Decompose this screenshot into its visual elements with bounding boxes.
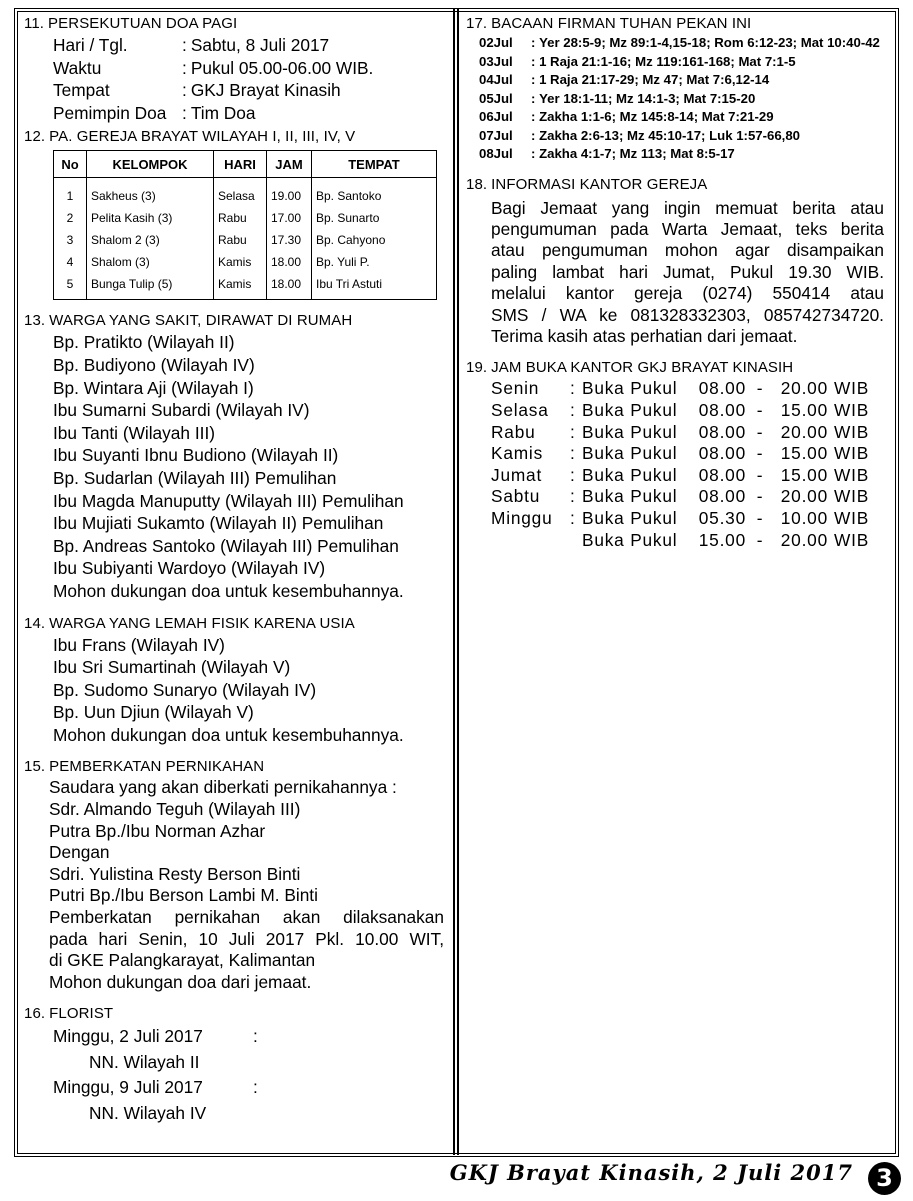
- text-line: pengumuman pada Warta Jemaat, teks berita: [491, 218, 884, 239]
- section-pa-gereja: [24, 127, 444, 300]
- list-item: Bp. Uun Djiun (Wilayah V): [53, 702, 254, 723]
- close-time: 20.00: [780, 421, 828, 442]
- hours-row: [491, 486, 884, 508]
- section-informasi-kantor: [466, 175, 884, 348]
- hours-row: [491, 378, 884, 400]
- hours-row: [491, 400, 884, 422]
- dash-separator: -: [756, 443, 764, 464]
- column-header: JAM: [267, 151, 312, 178]
- text-line: paling lambat hari Jumat, Pukul 19.30 WIB.: [491, 261, 884, 282]
- colon-separator: :: [531, 35, 540, 50]
- section-number: 13.: [24, 312, 46, 330]
- section-persekutuan-doa-pagi: [24, 14, 444, 124]
- list-item: Ibu Sumarni Subardi (Wilayah IV): [53, 400, 310, 421]
- open-time: 08.00: [698, 486, 746, 507]
- detail-label: Hari / Tgl.: [53, 35, 128, 55]
- column-divider: [453, 8, 459, 1155]
- section-title-text: JAM BUKA KANTOR GKJ BRAYAT KINASIH: [491, 359, 794, 377]
- section-title-text: BACAAN FIRMAN TUHAN PEKAN INI: [491, 15, 752, 32]
- day-label: [491, 530, 570, 552]
- reading-row: [479, 90, 884, 109]
- table-row: [54, 178, 437, 208]
- hours-row: [491, 465, 884, 487]
- reading-date: 03Jul: [479, 53, 513, 69]
- timezone-label: WIB: [834, 399, 870, 420]
- detail-value: GKJ Brayat Kinasih: [190, 80, 341, 101]
- timezone-label: WIB: [834, 378, 870, 399]
- reading-date: 08Jul: [479, 146, 513, 161]
- florist-date: Minggu, 9 Juli 2017: [53, 1077, 203, 1098]
- open-time: 05.30: [698, 507, 746, 528]
- list-item: Mohon dukungan doa untuk kesembuhannya.: [53, 724, 404, 745]
- cell-hari: Kamis: [214, 273, 267, 300]
- open-time: 08.00: [698, 378, 746, 399]
- cell-jam: 18.00: [267, 251, 312, 273]
- list-item: Ibu Mujiati Sukamto (Wilayah II) Pemulihan: [53, 513, 384, 534]
- text-line: Putri Bp./Ibu Berson Lambi M. Binti: [49, 885, 318, 906]
- list-item: Mohon dukungan doa untuk kesembuhannya.: [53, 580, 404, 601]
- list-item: Bp. Wintara Aji (Wilayah I): [53, 377, 254, 398]
- open-time: 08.00: [698, 421, 746, 442]
- colon-separator: :: [531, 146, 540, 161]
- list-item: Bp. Sudomo Sunaryo (Wilayah IV): [53, 679, 317, 700]
- open-time: 08.00: [698, 464, 746, 485]
- day-label: Jumat: [491, 464, 543, 485]
- text-line: Pemberkatan pernikahan akan dilaksanakan: [49, 907, 444, 928]
- detail-row: [53, 34, 444, 57]
- section-title: [466, 14, 884, 34]
- detail-label: Pemimpin Doa: [53, 102, 167, 123]
- reading-row: [479, 53, 884, 72]
- section-florist: [24, 1004, 444, 1126]
- wedding-announcement: [24, 777, 444, 993]
- detail-list: [24, 34, 444, 124]
- cell-no: 4: [54, 251, 87, 273]
- colon-separator: :: [531, 53, 540, 69]
- section-title-text: PA. GEREJA BRAYAT WILAYAH I, II, III, IV, V: [49, 128, 356, 146]
- text-line: Sdri. Yulistina Resty Berson Binti: [49, 863, 301, 884]
- colon-separator: :: [531, 90, 540, 106]
- dash-separator: -: [756, 421, 764, 442]
- colon-separator: :: [253, 1026, 258, 1047]
- section-number: 12.: [24, 128, 46, 146]
- section-title-text: PERSEKUTUAN DOA PAGI: [48, 15, 238, 32]
- list-item: Ibu Frans (Wilayah IV): [53, 634, 225, 655]
- close-time: 20.00: [780, 529, 828, 550]
- dash-separator: -: [756, 399, 764, 420]
- hours-label: Buka Pukul: [582, 486, 678, 507]
- detail-value: Sabtu, 8 Juli 2017: [190, 35, 330, 55]
- bible-readings-list: [466, 34, 884, 164]
- close-time: 15.00: [780, 443, 828, 464]
- reading-date: 07Jul: [479, 127, 513, 143]
- table-header-row: [54, 151, 437, 178]
- cell-no: 1: [54, 178, 87, 208]
- colon-separator: :: [570, 421, 576, 442]
- list-item: Ibu Magda Manuputty (Wilayah III) Pemulihan: [53, 490, 404, 511]
- reading-row: [479, 34, 884, 53]
- hours-label: Buka Pukul: [582, 421, 678, 442]
- day-label: Minggu: [491, 507, 553, 528]
- list-item: Bp. Sudarlan (Wilayah III) Pemulihan: [53, 467, 337, 488]
- section-number: 15.: [24, 758, 46, 776]
- colon-separator: :: [570, 443, 576, 464]
- day-label: Rabu: [491, 421, 536, 442]
- list-item: Ibu Suyanti Ibnu Budiono (Wilayah II): [53, 445, 339, 466]
- reading-row: [479, 145, 884, 164]
- text-line: Dengan: [49, 842, 110, 863]
- florist-date: Minggu, 2 Juli 2017: [53, 1026, 203, 1047]
- florist-name: NN. Wilayah II: [89, 1051, 200, 1072]
- dash-separator: -: [756, 507, 764, 528]
- timezone-label: WIB: [834, 507, 870, 528]
- cell-hari: Kamis: [214, 251, 267, 273]
- reading-text: 1 Raja 21:17-29; Mz 47; Mat 7:6,12-14: [539, 72, 770, 87]
- list-item: Bp. Budiyono (Wilayah IV): [53, 354, 255, 375]
- reading-text: Yer 18:1-11; Mz 14:1-3; Mat 7:15-20: [539, 90, 756, 106]
- colon-separator: :: [182, 57, 187, 78]
- section-title: [466, 175, 884, 195]
- cell-jam: 18.00: [267, 273, 312, 300]
- colon-separator: :: [182, 102, 187, 123]
- section-title: [24, 757, 444, 777]
- dash-separator: -: [756, 378, 764, 399]
- colon-separator: [570, 530, 582, 552]
- page-number-badge: 3: [868, 1162, 901, 1195]
- detail-label: Tempat: [53, 80, 110, 101]
- reading-date: 02Jul: [479, 35, 513, 50]
- cell-kelompok: Bunga Tulip (5): [87, 273, 214, 300]
- timezone-label: WIB: [834, 464, 870, 485]
- detail-row: [53, 57, 444, 80]
- cell-kelompok: Pelita Kasih (3): [87, 207, 214, 229]
- column-header: HARI: [214, 151, 267, 178]
- colon-separator: :: [570, 378, 576, 399]
- section-title: [24, 614, 444, 634]
- cell-kelompok: Shalom 2 (3): [87, 229, 214, 251]
- dash-separator: -: [756, 464, 764, 485]
- table-row: [54, 207, 437, 229]
- cell-tempat: Bp. Santoko: [312, 178, 437, 208]
- detail-row: [53, 102, 444, 125]
- list-item: Ibu Sri Sumartinah (Wilayah V): [53, 657, 291, 678]
- section-number: 11.: [24, 15, 45, 32]
- hours-label: Buka Pukul: [582, 443, 678, 464]
- florist-date-row: [53, 1024, 444, 1050]
- section-bacaan-firman: [466, 14, 884, 164]
- section-number: 18.: [466, 175, 488, 193]
- footer-church-date: GKJ Brayat Kinasih, 2 Juli 2017: [449, 1160, 853, 1185]
- reading-row: [479, 127, 884, 146]
- table-row: [54, 273, 437, 300]
- cell-no: 3: [54, 229, 87, 251]
- text-line: Mohon dukungan doa dari jemaat.: [49, 971, 312, 992]
- close-time: 15.00: [780, 399, 828, 420]
- reading-date: 05Jul: [479, 90, 513, 106]
- close-time: 15.00: [780, 464, 828, 485]
- timezone-label: WIB: [834, 443, 870, 464]
- colon-separator: :: [182, 80, 187, 101]
- column-header: TEMPAT: [312, 151, 437, 178]
- cell-tempat: Bp. Yuli P.: [312, 251, 437, 273]
- text-line: di GKE Palangkarayat, Kalimantan: [49, 950, 316, 971]
- close-time: 20.00: [780, 486, 828, 507]
- hours-label: Buka Pukul: [582, 378, 678, 399]
- hours-label: Buka Pukul: [582, 464, 678, 485]
- timezone-label: WIB: [834, 529, 870, 550]
- day-label: Selasa: [491, 399, 549, 420]
- cell-tempat: Bp. Sunarto: [312, 207, 437, 229]
- detail-value: Pukul 05.00-06.00 WIB.: [190, 57, 374, 78]
- pa-schedule-table: [53, 150, 437, 300]
- cell-no: 2: [54, 207, 87, 229]
- list-item: Ibu Subiyanti Wardoyo (Wilayah IV): [53, 558, 326, 579]
- table-row: [54, 251, 437, 273]
- section-warga-lemah: [24, 614, 444, 747]
- list-item: Bp. Andreas Santoko (Wilayah III) Pemulihan: [53, 535, 399, 556]
- colon-separator: :: [570, 486, 576, 507]
- column-header: KELOMPOK: [87, 151, 214, 178]
- right-column: [466, 14, 884, 551]
- close-time: 20.00: [780, 378, 828, 399]
- section-warga-sakit: [24, 311, 444, 602]
- day-label: Kamis: [491, 443, 544, 464]
- cell-no: 5: [54, 273, 87, 300]
- left-column: [24, 14, 444, 1126]
- text-line: Terima kasih atas perhatian dari jemaat.: [491, 325, 798, 346]
- section-title: [24, 127, 444, 147]
- colon-separator: :: [531, 127, 540, 143]
- section-title: [466, 358, 884, 378]
- cell-tempat: Ibu Tri Astuti: [312, 273, 437, 300]
- cell-hari: Rabu: [214, 207, 267, 229]
- text-line: pada hari Senin, 10 Juli 2017 Pkl. 10.00 WIT,: [49, 928, 444, 949]
- hours-label: Buka Pukul: [582, 399, 678, 420]
- detail-label: Waktu: [53, 57, 102, 78]
- list-item: Bp. Pratikto (Wilayah II): [53, 332, 235, 353]
- colon-separator: :: [570, 507, 576, 528]
- open-time: 08.00: [698, 399, 746, 420]
- cell-tempat: Bp. Cahyono: [312, 229, 437, 251]
- hours-row: [491, 443, 884, 465]
- hours-row: [491, 422, 884, 444]
- open-time: 15.00: [698, 529, 746, 550]
- reading-text: Zakha 4:1-7; Mz 113; Mat 8:5-17: [539, 146, 735, 161]
- section-title-text: WARGA YANG SAKIT, DIRAWAT DI RUMAH: [49, 312, 353, 330]
- florist-list: [24, 1024, 444, 1126]
- day-label: Senin: [491, 378, 540, 399]
- section-title: [24, 1004, 444, 1024]
- reading-text: Zakha 1:1-6; Mz 145:8-14; Mat 7:21-29: [539, 109, 774, 124]
- reading-text: 1 Raja 21:1-16; Mz 119:161-168; Mat 7:1-5: [539, 53, 796, 69]
- reading-date: 06Jul: [479, 109, 513, 124]
- detail-value: Tim Doa: [190, 102, 256, 123]
- cell-kelompok: Sakheus (3): [87, 178, 214, 208]
- text-line: melalui kantor gereja (0274) 550414 atau: [491, 283, 884, 304]
- table-row: [54, 229, 437, 251]
- florist-date-row: [53, 1075, 444, 1101]
- timezone-label: WIB: [834, 486, 870, 507]
- text-line: Sdr. Almando Teguh (Wilayah III): [49, 799, 301, 820]
- cell-jam: 17.00: [267, 207, 312, 229]
- timezone-label: WIB: [834, 421, 870, 442]
- section-title-text: INFORMASI KANTOR GEREJA: [491, 175, 708, 193]
- reading-date: 04Jul: [479, 72, 513, 87]
- section-number: 16.: [24, 1005, 46, 1023]
- text-line: SMS / WA ke 081328332303, 085742734720.: [491, 304, 884, 325]
- elderly-members-list: [24, 634, 444, 747]
- day-label: Sabtu: [491, 486, 541, 507]
- reading-row: [479, 71, 884, 90]
- section-title-text: FLORIST: [49, 1005, 114, 1023]
- cell-hari: Rabu: [214, 229, 267, 251]
- dash-separator: -: [756, 486, 764, 507]
- colon-separator: :: [182, 35, 187, 55]
- colon-separator: :: [253, 1077, 258, 1098]
- section-number: 19.: [466, 359, 488, 377]
- sick-members-list: [24, 331, 444, 602]
- text-line: Bagi Jemaat yang ingin memuat berita atau: [491, 197, 884, 218]
- open-time: 08.00: [698, 443, 746, 464]
- cell-jam: 17.30: [267, 229, 312, 251]
- cell-jam: 19.00: [267, 178, 312, 208]
- colon-separator: :: [531, 109, 540, 124]
- hours-row: [491, 530, 884, 552]
- text-line: atau pengumuman mohon agar disampaikan: [491, 240, 884, 261]
- section-number: 17.: [466, 15, 488, 32]
- reading-text: Yer 28:5-9; Mz 89:1-4,15-18; Rom 6:12-23; Mat 10:40-42: [539, 35, 880, 50]
- cell-kelompok: Shalom (3): [87, 251, 214, 273]
- hours-label: Buka Pukul: [582, 507, 678, 528]
- cell-hari: Selasa: [214, 178, 267, 208]
- text-line: Putra Bp./Ibu Norman Azhar: [49, 820, 266, 841]
- column-header: No: [54, 151, 87, 178]
- hours-label: Buka Pukul: [582, 529, 678, 550]
- colon-separator: :: [531, 72, 540, 87]
- office-hours-list: [466, 378, 884, 551]
- dash-separator: -: [756, 529, 764, 550]
- close-time: 10.00: [780, 507, 828, 528]
- detail-row: [53, 79, 444, 102]
- list-item: Ibu Tanti (Wilayah III): [53, 422, 215, 443]
- florist-name: NN. Wilayah IV: [89, 1102, 207, 1123]
- section-number: 14.: [24, 614, 46, 632]
- colon-separator: :: [570, 399, 576, 420]
- section-title-text: WARGA YANG LEMAH FISIK KARENA USIA: [49, 614, 355, 632]
- hours-row: [491, 508, 884, 530]
- text-line: Saudara yang akan diberkati pernikahannya :: [49, 777, 397, 798]
- section-jam-buka-kantor: [466, 358, 884, 551]
- section-pemberkatan-pernikahan: [24, 757, 444, 993]
- section-title: [24, 14, 444, 34]
- office-info-text: [466, 198, 884, 348]
- colon-separator: :: [570, 464, 576, 485]
- reading-text: Zakha 2:6-13; Mz 45:10-17; Luk 1:57-66,80: [539, 127, 800, 143]
- section-title-text: PEMBERKATAN PERNIKAHAN: [49, 758, 265, 776]
- reading-row: [479, 108, 884, 127]
- section-title: [24, 311, 444, 331]
